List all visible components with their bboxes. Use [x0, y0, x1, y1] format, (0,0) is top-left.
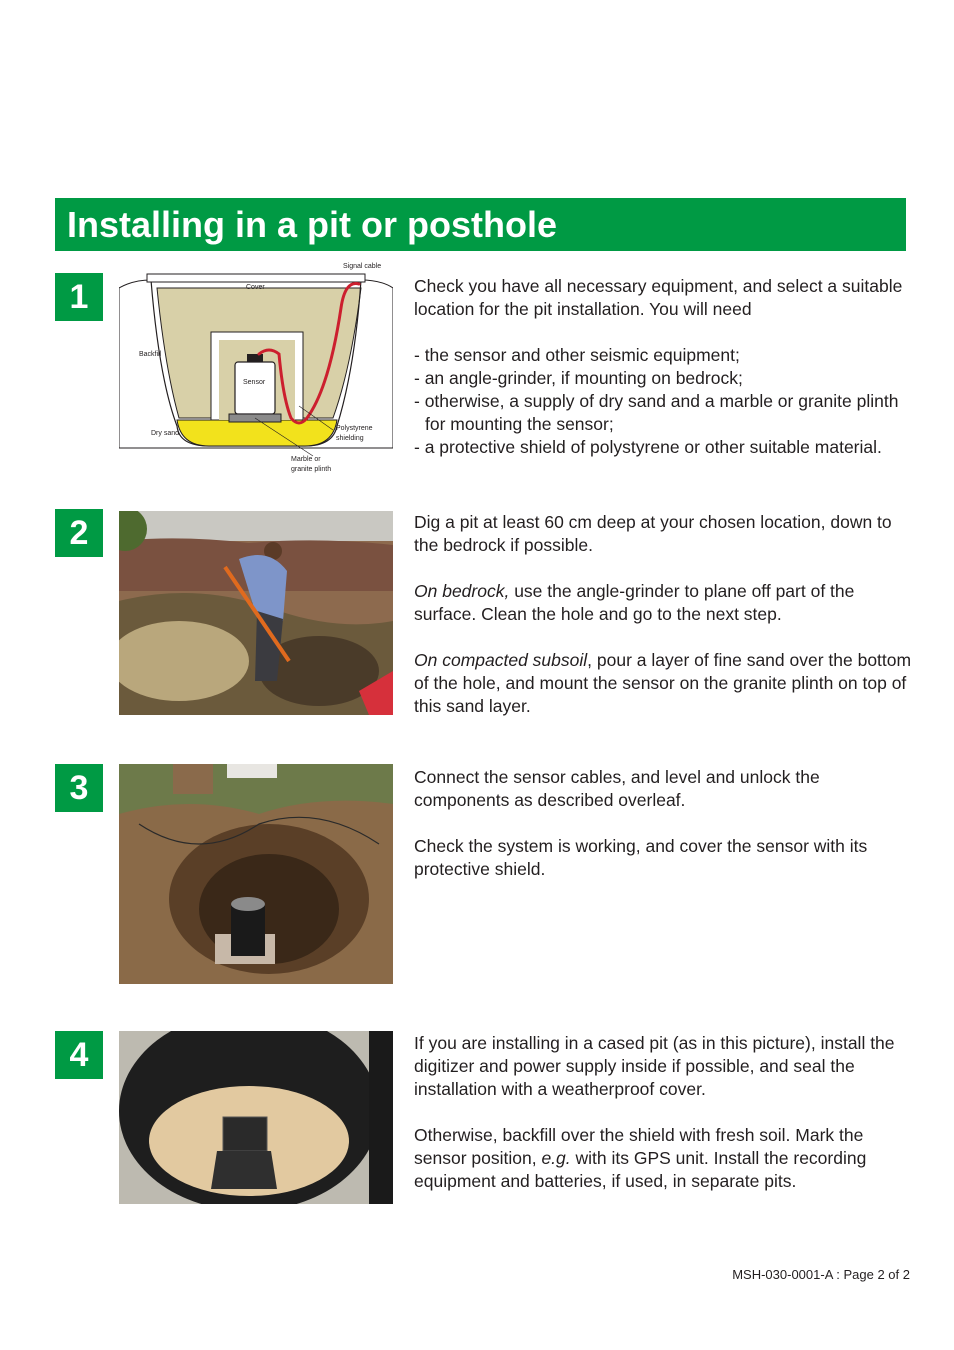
step-3-paragraph-1: Connect the sensor cables, and level and unlock the components as described overleaf. [414, 767, 820, 810]
label-dry-sand: Dry sand [151, 430, 180, 437]
label-cover: Cover [246, 284, 265, 291]
list-item: - otherwise, a supply of dry sand and a marble or granite plinth for mounting the sensor; [414, 391, 899, 434]
sensor-body [235, 362, 275, 414]
step-4-text-a: Otherwise, backfill over the shield with fresh soil. Mark the sensor position, [414, 1125, 864, 1168]
sensor-in-pit-photo [119, 764, 393, 984]
step-number-1: 1 [55, 273, 103, 321]
equipment-list [414, 344, 914, 459]
step-number-3: 3 [55, 764, 103, 812]
step-2-paragraph-3 [414, 649, 914, 718]
label-signal-cable: Signal cable [343, 263, 382, 270]
bedrock-emphasis: On bedrock, [414, 581, 510, 601]
cased-pit-photo [119, 1031, 393, 1204]
label-shielding: shielding [336, 435, 364, 442]
bedrock-text: use the angle-grinder to plane off part of the surface. Clean the hole and go to the next step. [414, 581, 855, 624]
step-3-paragraph-2: Check the system is working, and cover the sensor with its protective shield. [414, 836, 868, 879]
list-item: - a protective shield of polystyrene or other suitable material. [414, 437, 882, 457]
step-number-4: 4 [55, 1031, 103, 1079]
dry-sand-layer [177, 420, 337, 446]
step-4-text [414, 1032, 914, 1193]
step-3-text [414, 766, 914, 881]
document-footer: MSH-030-0001-A : Page 2 of 2 [732, 1267, 910, 1282]
step-4-paragraph-1: If you are installing in a cased pit (as in this picture), install the digitizer and power supply inside if possible, and seal the installation with a weatherproof cover. [414, 1033, 895, 1099]
step-4-text-b: with its GPS unit. Install the recording equipment and batteries, if used, in separate pits. [414, 1148, 867, 1191]
step-2-paragraph-1: Dig a pit at least 60 cm deep at your chosen location, down to the bedrock if possible. [414, 512, 892, 555]
label-backfill: Backfill [139, 351, 162, 358]
digging-photo [119, 511, 393, 715]
list-item: - the sensor and other seismic equipment; [414, 345, 740, 365]
label-marble: Marble or [291, 456, 321, 463]
eg-emphasis: e.g. [541, 1148, 571, 1168]
section-banner [55, 198, 906, 251]
label-granite-plinth: granite plinth [291, 466, 332, 473]
cover-plate [147, 274, 365, 282]
label-polystyrene: Polystyrene [336, 425, 373, 432]
step-2-paragraph-2 [414, 580, 914, 626]
step-4-paragraph-2 [414, 1124, 914, 1193]
pit-diagram [119, 258, 393, 478]
step-1-intro: Check you have all necessary equipment, and select a suitable location for the pit installation. You will need [414, 276, 903, 319]
step-2-text [414, 511, 914, 718]
subsoil-emphasis: On compacted subsoil [414, 650, 588, 670]
step-1-text [414, 275, 914, 459]
subsoil-text: , pour a layer of fine sand over the bottom of the hole, and mount the sensor on the granite plinth on top of this sand layer. [414, 650, 912, 716]
step-number-2: 2 [55, 509, 103, 557]
list-item: - an angle-grinder, if mounting on bedrock; [414, 368, 743, 388]
page-title: Installing in a pit or posthole [67, 204, 558, 245]
label-sensor: Sensor [243, 379, 266, 386]
